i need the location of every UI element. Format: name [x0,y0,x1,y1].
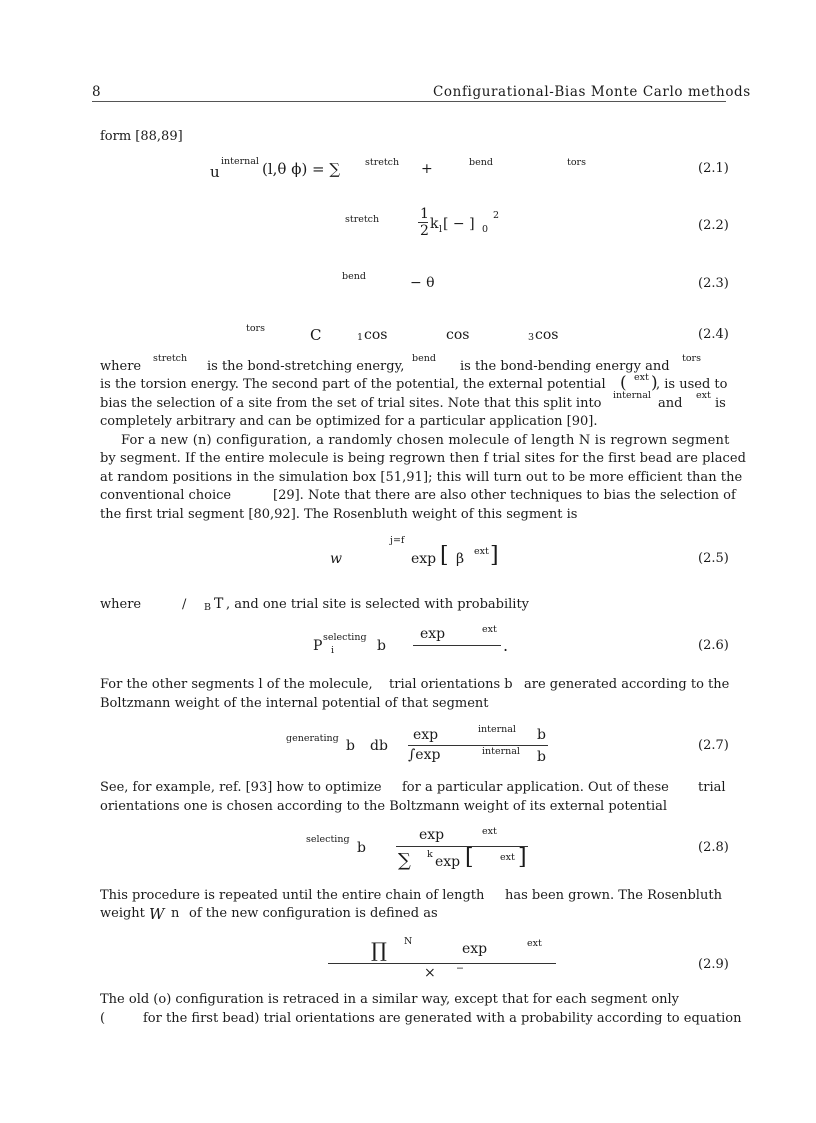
eq-2-7-sup: generating [286,733,339,744]
p6-l2b: of the new configuration is defined as [189,906,438,921]
eq-2-3-sup: bend [342,271,366,282]
eq-2-5-w: w [330,551,342,567]
eq-2-9-number: (2.9) [698,957,729,972]
eq-2-6-p: P [313,638,323,654]
eq-2-7-number: (2.7) [698,738,729,753]
p3-rest: , and one trial site is selected with probability [226,597,530,612]
p6-l1a: This procedure is repeated until the entire chain of length [100,888,485,903]
p5-l1b: for a particular application. Out of these [402,780,669,795]
p7-l2b: for the first bead) trial orientations are generated with a probability according to equation [143,1011,742,1026]
eq-2-8-lbracket: [ [465,845,474,870]
eq-2-4-sup: tors [246,323,265,334]
eq-2-9-ext: ext [527,938,542,949]
eq-2-7-b2: b [537,727,546,743]
eq-2-6-b: b [377,638,386,654]
eq-2-8-b: b [357,840,366,856]
eq-2-3-body: − θ [410,275,435,291]
eq-2-1-number: (2.1) [698,161,729,176]
p1-where: where [100,359,142,374]
eq-2-4-cos3: cos [535,327,559,343]
eq-2-7-internal: internal [478,724,516,735]
eq-2-5-exp: exp [411,551,437,567]
eq-2-2-number: (2.2) [698,218,729,233]
page-number: 8 [92,84,102,100]
p1-is: is [715,396,726,411]
p1-stretch: stretch [153,353,188,364]
eq-2-9-prod: ∏ [371,938,387,962]
eq-2-7-b: b [346,738,355,754]
p4-l2: Boltzmann weight of the internal potential of that segment [100,696,489,711]
eq-2-1-lhs-sup: internal [221,156,259,167]
p6-l2a: weight [100,906,145,921]
eq-2-5-beta: β [456,551,465,567]
p2-l1: For a new (n) configuration, a randomly chosen molecule of length N is regrown segment [121,433,730,448]
eq-2-9-frac-bar [328,963,556,964]
eq-2-5-upper: j=f [390,535,405,546]
eq-2-7-b3: b [537,749,546,765]
p4-l1b: trial orientations b [389,677,513,692]
p1-ext-paren-close: ) [651,373,658,393]
running-title: Configurational-Bias Monte Carlo methods [433,84,751,100]
eq-2-6-dot: . [503,636,509,655]
eq-2-6-sub: i [331,645,335,656]
eq-2-5-lbracket: [ [440,543,449,568]
eq-2-1-stretch: stretch [365,157,400,168]
p6-l1b: has been grown. The Rosenbluth [505,888,722,903]
p1-ext: ext [634,372,649,383]
eq-2-4-c: C [310,326,322,344]
eq-2-5-ext: ext [474,546,489,557]
eq-2-7-internal2: internal [482,746,520,757]
p2-l4b: [29]. Note that there are also other techniques to bias the selection of [273,488,736,503]
p1-t2: is the bond-bending energy and [460,359,670,374]
eq-2-8-exp2: exp [435,854,461,870]
p1-line3a: bias the selection of a site from the set of trial sites. Note that this split into [100,396,602,411]
eq-2-8-number: (2.8) [698,840,729,855]
eq-2-7-int-exp: ∫exp [408,747,441,763]
intro-text: form [88,89] [100,129,183,144]
eq-2-1-tors: tors [567,157,586,168]
eq-2-6-sup: selecting [323,632,367,643]
header-rule [92,101,726,102]
p1-ext-paren-open: ( [620,373,627,393]
eq-2-2-sup: stretch [345,214,380,225]
eq-2-5-number: (2.5) [698,551,729,566]
eq-2-1-lhs: u [210,163,220,181]
p3-t: T [214,596,224,612]
p1-t1: is the bond-stretching energy, [207,359,405,374]
eq-2-9-dash: − [456,963,464,974]
eq-2-8-sum: ∑ [398,850,411,871]
eq-2-2-body: k [430,216,439,232]
p5-l1a: See, for example, ref. [93] how to optimize [100,780,382,795]
eq-2-1-plus: + [421,161,433,177]
p7-l1: The old (o) configuration is retraced in a similar way, except that for each segment only [100,992,680,1007]
p6-w: W [149,905,165,923]
eq-2-9-n: N [404,936,413,947]
p5-l2: orientations one is chosen according to the Boltzmann weight of its external potential [100,799,668,814]
p1-line4: completely arbitrary and can be optimized for a particular application [90]. [100,414,598,429]
eq-2-2-body-sub: l [439,224,443,235]
p2-l4a: conventional choice [100,488,232,503]
eq-2-3-number: (2.3) [698,276,729,291]
p1-bend: bend [412,353,436,364]
eq-2-4-sub3: 3 [528,332,535,343]
eq-2-4-cos2: cos [446,327,470,343]
p4-l1c: are generated according to the [524,677,730,692]
p1-line2b: , is used to [656,377,728,392]
p6-n: n [171,906,180,921]
eq-2-2-bracket: [ − ] [443,216,475,232]
eq-2-9-exp: exp [462,941,488,957]
eq-2-2-frac-den: 2 [420,223,429,239]
p1-and: and [658,396,683,411]
eq-2-2-frac-num: 1 [420,206,429,222]
eq-2-4-sub1: 1 [357,332,364,343]
p1-line2a: is the torsion energy. The second part of the potential, the external potential [100,377,606,392]
p5-l1c: trial [698,780,726,795]
eq-2-6-exp: exp [420,626,446,642]
eq-2-4-number: (2.4) [698,327,729,342]
p3-kb: B [204,602,211,613]
eq-2-8-sup: selecting [306,834,350,845]
p3-where: where [100,597,142,612]
eq-2-2-sub0: 0 [482,224,489,235]
p1-ext2: ext [696,390,711,401]
eq-2-6-ext: ext [482,624,497,635]
p2-l3: at random positions in the simulation box [51,91]; this will turn out to be more efficient than the [100,470,743,485]
eq-2-7-exp: exp [413,727,439,743]
p2-l2: by segment. If the entire molecule is being regrown then f trial sites for the first bead are placed [100,451,746,466]
eq-2-8-ext2: ext [500,852,515,863]
p1-internal: internal [613,390,651,401]
p4-l1a: For the other segments l of the molecule, [100,677,373,692]
eq-2-2-square: 2 [493,210,500,221]
p2-l5: the first trial segment [80,92]. The Rosenbluth weight of this segment is [100,507,578,522]
eq-2-6-frac-bar [413,645,501,646]
eq-2-9-times: × [424,965,436,981]
eq-2-7-db: db [370,738,388,754]
eq-2-8-frac-bar [396,846,528,847]
eq-2-7-frac-bar [408,745,548,746]
eq-2-1-args: (l,θ ϕ) = ∑ [262,160,341,178]
eq-2-6-number: (2.6) [698,638,729,653]
p7-l2a: ( [100,1011,106,1026]
eq-2-8-ext: ext [482,826,497,837]
eq-2-8-rbracket: ] [518,845,527,870]
eq-2-5-rbracket: ] [490,543,499,568]
eq-2-8-exp: exp [419,827,445,843]
p1-tors: tors [682,353,701,364]
p3-slash: / [182,597,187,612]
eq-2-8-k: k [427,849,433,860]
eq-2-1-bend: bend [469,157,493,168]
eq-2-4-cos1: cos [364,327,388,343]
